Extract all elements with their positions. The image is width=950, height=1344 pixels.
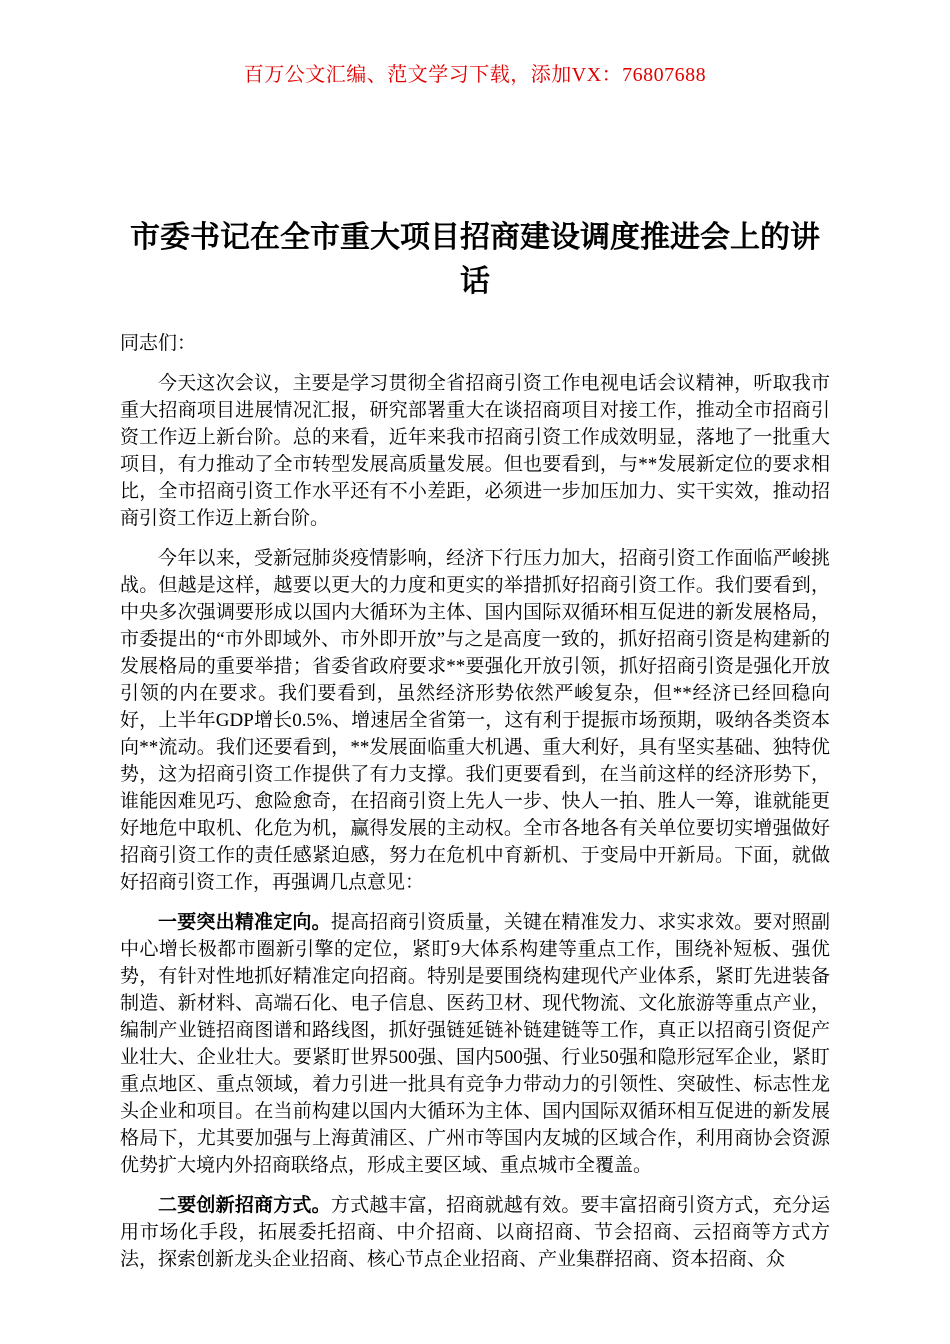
document-title: 市委书记在全市重大项目招商建设调度推进会上的讲话 xyxy=(130,221,820,298)
paragraph-lead: 二要创新招商方式。 xyxy=(158,1195,331,1216)
paragraph: 一要突出精准定向。提高招商引资质量，关键在精准发力、求实求效。要对照副中心增长极都市圈新引擎的定位，紧盯9大体系构建等重点工作，围绕补短板、强优势，有针对性地抓好精准定向招商。特别是要围绕构建现代产业体系，紧盯先进装备制造、新材料、高端石化、电子信息、医药卫材、现代物流、文化旅游等重点产业，编制产业链招商图谱和路线图，抓好强链延链补链建链等工作，真正以招商引资促产业壮大、企业壮大。要紧盯世界500强、国内500强、行业50强和隐形冠军企业，紧盯重点地区、重点领域，着力引进一批具有竞争力带动力的引领性、突破性、标志性龙头企业和项目。在当前构建以国内大循环为主体、国内国际双循环相互促进的新发展格局下，尤其要加强与上海黄浦区、广州市等国内友城的区域合作，利用商协会资源优势扩大境内外招商联络点，形成主要区域、重点城市全覆盖。 xyxy=(120,912,830,1176)
salutation: 同志们： xyxy=(120,333,197,354)
paragraph: 今天这次会议，主要是学习贯彻全省招商引资工作电视电话会议精神，听取我市重大招商项目进展情况汇报，研究部署重大在谈招商项目对接工作，推动全市招商引资工作迈上新台阶。总的来看，近年来我市招商引资工作成效明显，落地了一批重大项目，有力推动了全市转型发展高质量发展。但也要看到，与**发展新定位的要求相比，全市招商引资工作水平还有不小差距，必须进一步加压加力、实干实效，推动招商引资工作迈上新台阶。 xyxy=(120,373,830,529)
paragraph-lead: 一要突出精准定向。 xyxy=(158,912,331,933)
paragraph: 二要创新招商方式。方式越丰富，招商就越有效。要丰富招商引资方式，充分运用市场化手段，拓展委托招商、中介招商、以商招商、节会招商、云招商等方式方法，探索创新龙头企业招商、核心节点企业招商、产业集群招商、资本招商、众 xyxy=(120,1195,830,1270)
document-body xyxy=(120,370,830,1273)
header-notice: 百万公文汇编、范文学习下载，添加VX：76807688 xyxy=(243,64,707,86)
paragraph: 今年以来，受新冠肺炎疫情影响，经济下行压力加大，招商引资工作面临严峻挑战。但越是这样，越要以更大的力度和更实的举措抓好招商引资工作。我们要看到，中央多次强调要形成以国内大循环为主体、国内国际双循环相互促进的新发展格局，市委提出的“市外即域外、市外即开放”与之是高度一致的，抓好招商引资是构建新的发展格局的重要举措；省委省政府要求**要强化开放引领，抓好招商引资是强化开放引领的内在要求。我们要看到，虽然经济形势依然严峻复杂，但**经济已经回稳向好，上半年GDP增长0.5%、增速居全省第一，这有利于提振市场预期，吸纳各类资本向**流动。我们还要看到，**发展面临重大机遇、重大利好，具有坚实基础、独特优势，这为招商引资工作提供了有力支撑。我们更要看到，在当前这样的经济形势下，谁能因难见巧、愈险愈奇，在招商引资上先人一步、快人一拍、胜人一筹，谁就能更好地危中取机、化危为机，赢得发展的主动权。全市各地各有关单位要切实增强做好招商引资工作的责任感紧迫感，努力在危机中育新机、于变局中开新局。下面，就做好招商引资工作，再强调几点意见： xyxy=(120,548,830,893)
